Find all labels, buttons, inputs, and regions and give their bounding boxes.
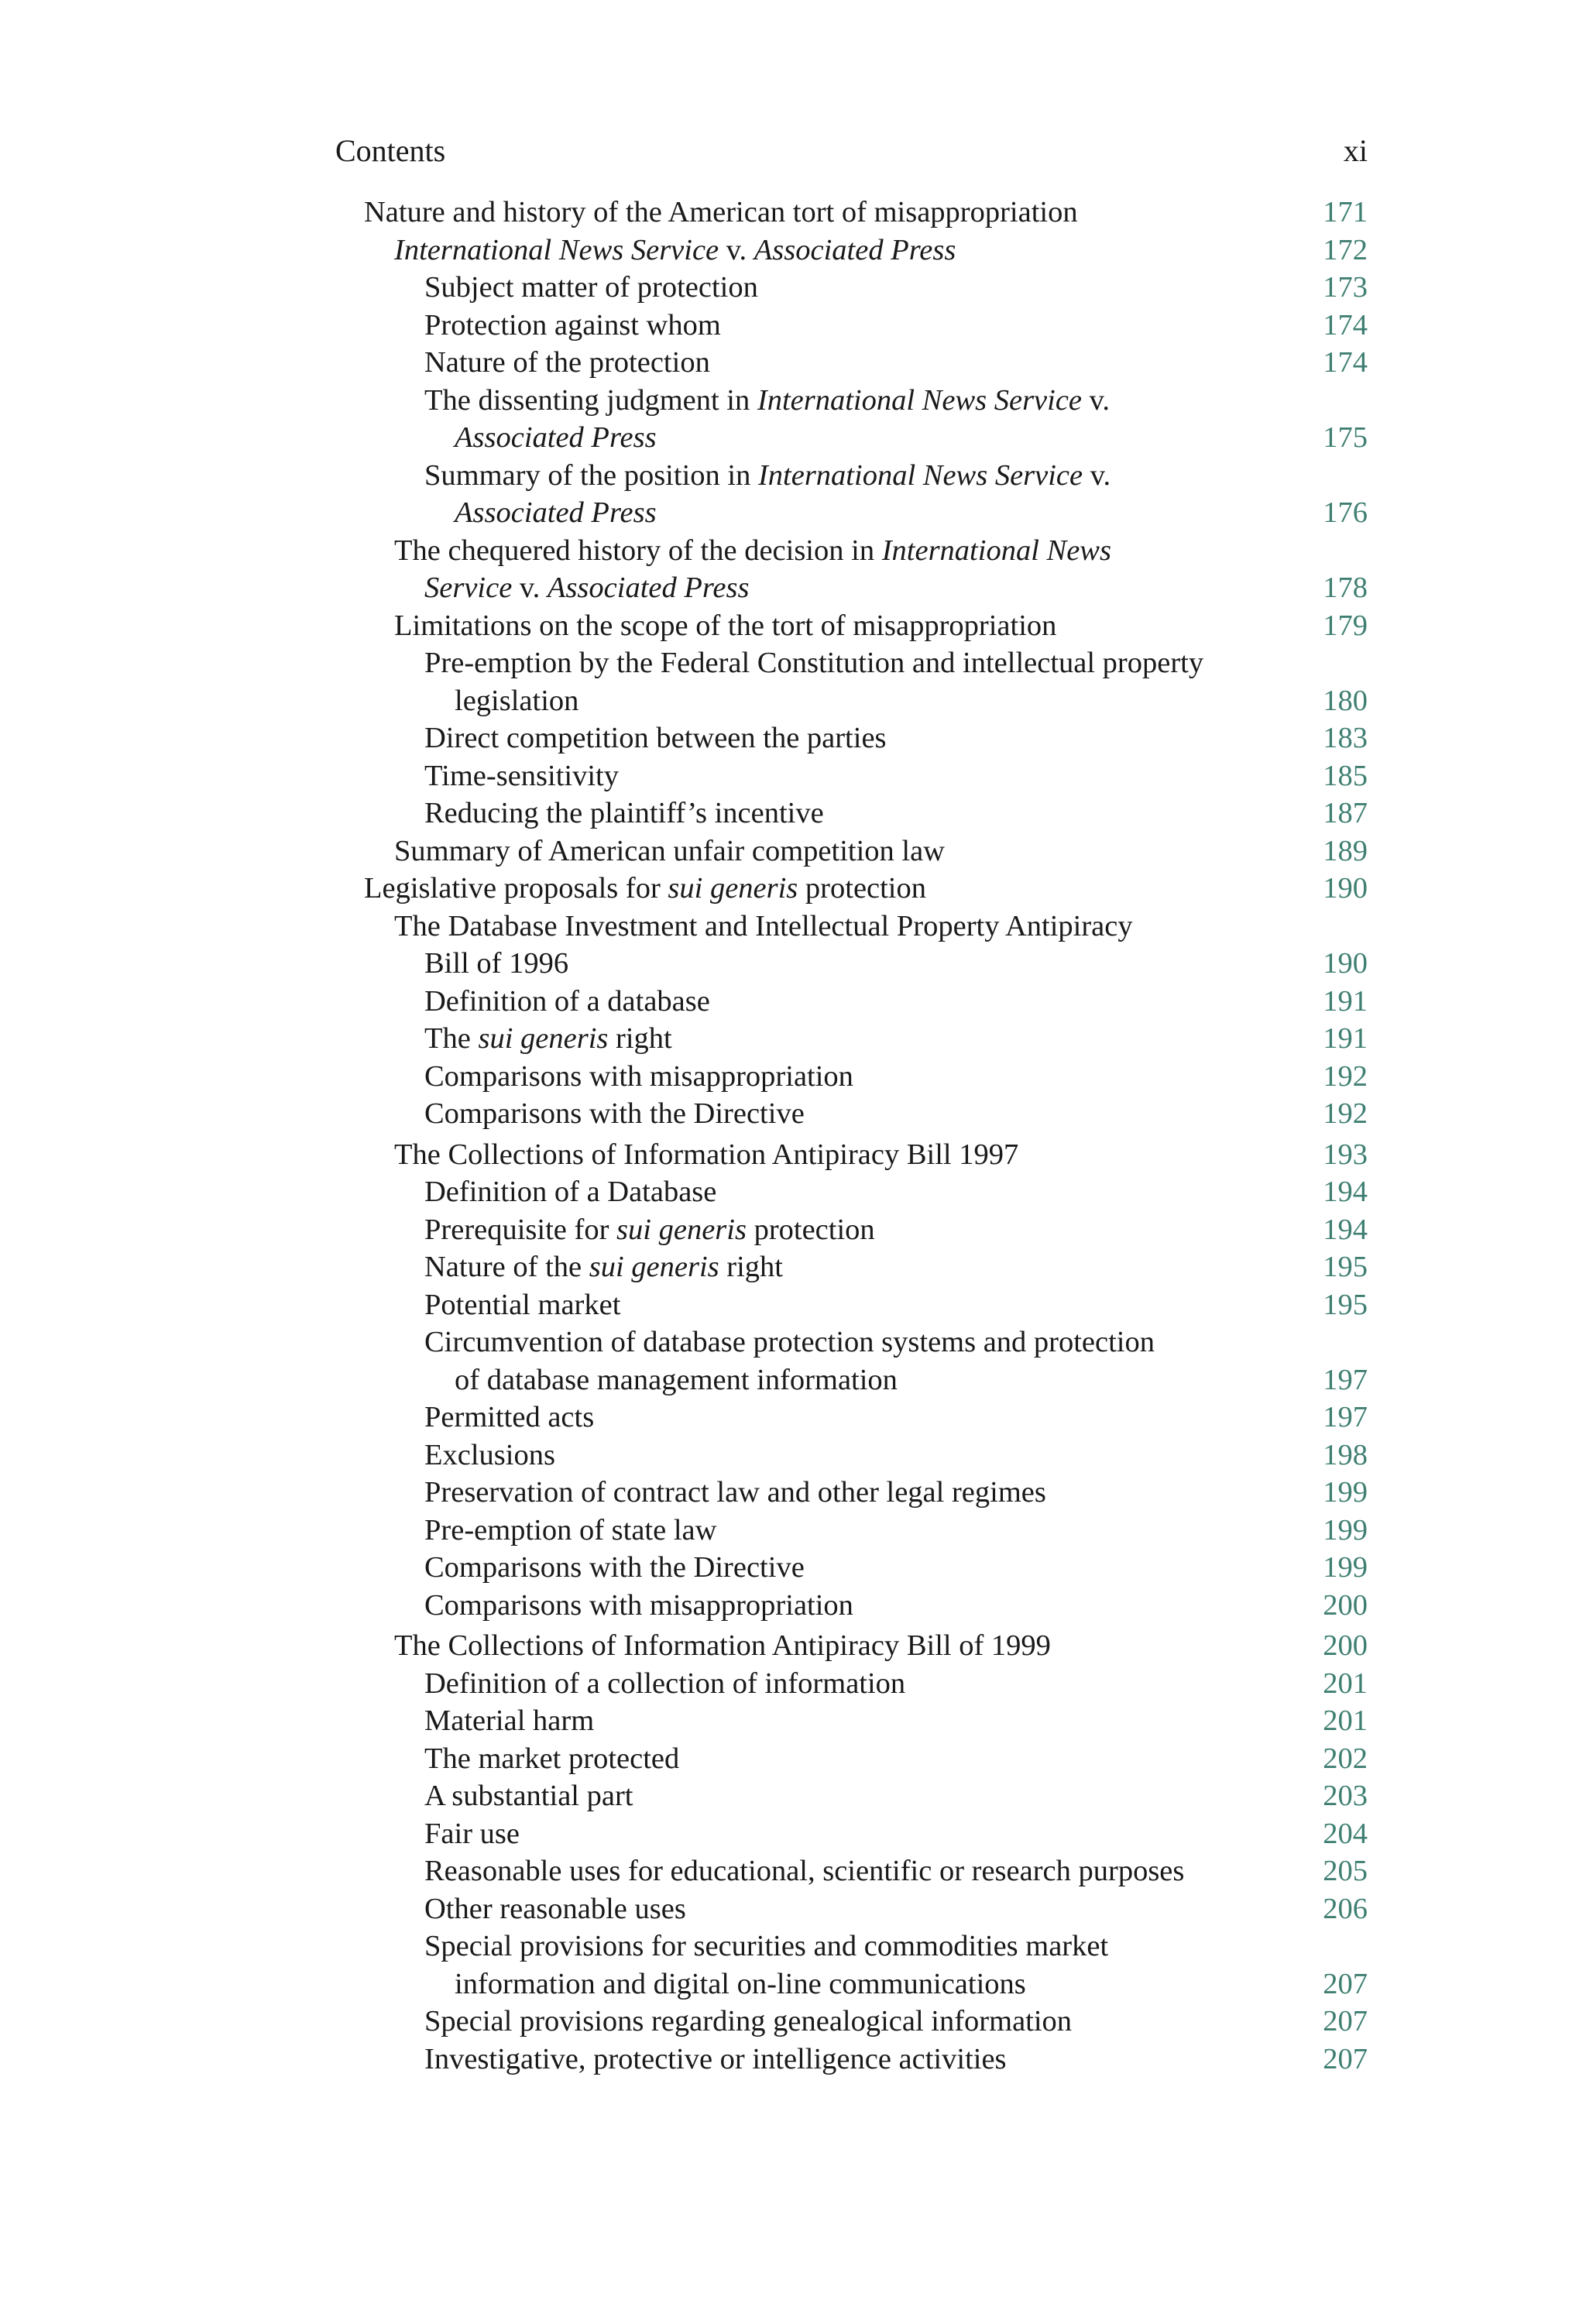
toc-entry <box>394 232 1368 269</box>
toc-entry-page-number: 189 <box>1323 834 1368 867</box>
toc-entry-page-number: 202 <box>1323 1742 1368 1775</box>
toc-entry-text: Nature of the <box>424 1251 589 1283</box>
toc-entry-title <box>424 644 1275 682</box>
toc-entry-title <box>424 269 1275 307</box>
toc-entry <box>424 2041 1368 2079</box>
toc-entry-text: Reducing the plaintiff’s incentive <box>424 797 824 829</box>
toc-entry-text: of database management information <box>455 1363 898 1396</box>
toc-entry <box>424 1665 1368 1703</box>
toc-entry-title <box>424 1058 1275 1096</box>
toc-entry-text: Investigative, protective or intelligence activities <box>424 2042 1007 2075</box>
toc-entry-page-number: 183 <box>1323 722 1368 754</box>
toc-entry-page-number: 201 <box>1323 1667 1368 1700</box>
toc-entry-text: v. <box>1082 383 1111 417</box>
toc-entry-page-number: 200 <box>1323 1588 1368 1622</box>
toc-entry-text: Direct competition between the parties <box>424 722 887 754</box>
toc-entry-title <box>424 494 1275 532</box>
toc-entry-title <box>424 1815 1275 1853</box>
toc-entry <box>424 1095 1368 1133</box>
toc-entry <box>424 1323 1368 1399</box>
toc-entry-page-number: 194 <box>1323 1213 1368 1246</box>
toc-entry-italic-text: sui generis <box>616 1213 747 1246</box>
toc-entry <box>424 644 1368 719</box>
toc-entry-title <box>424 1965 1275 2003</box>
toc-entry <box>424 757 1368 795</box>
toc-entry-text: The dissenting judgment in <box>424 383 757 417</box>
toc-entry-text: The Collections of Information Antipiracy Bill 1997 <box>394 1138 1019 1171</box>
toc-entry <box>424 1286 1368 1324</box>
toc-entry-text: Summary of the position in <box>424 458 758 492</box>
toc-entry-text: Protection against whom <box>424 308 721 342</box>
toc-entry <box>424 344 1368 382</box>
toc-entry-page-number: 174 <box>1323 346 1368 379</box>
toc-entry-text: protection <box>746 1213 875 1246</box>
toc-entry <box>424 2003 1368 2041</box>
toc-entry-text: The Collections of Information Antipiracy Bill of 1999 <box>394 1629 1051 1662</box>
toc-entry <box>424 1248 1368 1286</box>
toc-entry-title <box>424 382 1275 420</box>
toc-entry-title <box>424 1740 1275 1778</box>
toc-entry-text: Comparisons with misappropriation <box>424 1059 853 1093</box>
toc-entry-title <box>364 194 1275 232</box>
toc-entry-italic-text: International News <box>881 534 1111 567</box>
toc-entry-title <box>424 1852 1275 1890</box>
toc-entry <box>424 1702 1368 1740</box>
toc-entry-text: Nature and history of the American tort of misappropriation <box>364 196 1078 228</box>
toc-entry <box>364 194 1368 232</box>
toc-entry-page-number: 187 <box>1323 797 1368 829</box>
toc-entry-page-number: 194 <box>1323 1176 1368 1208</box>
toc-entry-title <box>424 1286 1275 1324</box>
toc-entry-page-number: 190 <box>1323 872 1368 905</box>
toc-entry-page-number: 180 <box>1323 684 1368 717</box>
toc-entry-title <box>424 1474 1275 1512</box>
toc-entry <box>424 1474 1368 1512</box>
toc-entry-title <box>424 983 1275 1021</box>
toc-entry-text: Circumvention of database protection systems and protection <box>424 1326 1155 1358</box>
toc-entry-text: Summary of American unfair competition law <box>394 834 945 867</box>
toc-entry <box>424 1399 1368 1437</box>
toc-entry <box>424 269 1368 307</box>
toc-entry <box>424 1437 1368 1474</box>
toc-entry <box>394 532 1368 607</box>
toc-entry-title <box>424 1211 1275 1249</box>
toc-entry-title <box>424 1665 1275 1703</box>
table-of-contents <box>335 194 1368 2078</box>
toc-entry-text: Definition of a database <box>424 984 710 1018</box>
toc-entry-text: Fair use <box>424 1817 520 1850</box>
toc-entry <box>424 1549 1368 1587</box>
toc-entry <box>424 1020 1368 1058</box>
toc-entry-text: v. <box>719 233 754 266</box>
toc-entry-text: Nature of the protection <box>424 346 710 379</box>
toc-entry-text: information and digital on-line communications <box>455 1967 1026 2000</box>
toc-entry-page-number: 206 <box>1323 1892 1368 1925</box>
toc-entry-title <box>424 682 1275 720</box>
toc-entry-page-number: 207 <box>1323 2042 1368 2075</box>
toc-entry-italic-text: International News Service <box>757 458 1083 492</box>
toc-entry-title <box>394 908 1275 946</box>
toc-entry-title <box>424 719 1275 757</box>
toc-entry-text: Comparisons with the Directive <box>424 1097 805 1130</box>
toc-entry-page-number: 175 <box>1323 421 1368 454</box>
toc-entry-text: The market protected <box>424 1742 680 1775</box>
running-head-title: Contents <box>335 133 446 168</box>
toc-entry-page-number: 192 <box>1323 1059 1368 1093</box>
toc-entry <box>424 945 1368 983</box>
toc-entry-title <box>424 1890 1275 1928</box>
toc-entry <box>394 908 1368 946</box>
toc-entry-text: Pre-emption by the Federal Constitution and intellectual property <box>424 647 1204 679</box>
toc-entry-text: Exclusions <box>424 1438 555 1471</box>
toc-entry-text: Potential market <box>424 1288 621 1321</box>
toc-page <box>335 124 1368 2078</box>
toc-entry-text: Time-sensitivity <box>424 759 620 792</box>
toc-entry-title <box>394 1627 1275 1665</box>
toc-entry-title <box>424 757 1275 795</box>
toc-entry-text: Material harm <box>424 1704 595 1737</box>
toc-entry-text: Bill of 1996 <box>424 947 569 980</box>
toc-entry-page-number: 205 <box>1323 1855 1368 1887</box>
toc-entry-text: The <box>424 1022 479 1055</box>
toc-entry <box>424 382 1368 457</box>
toc-entry-text: Comparisons with the Directive <box>424 1551 805 1584</box>
toc-entry <box>424 457 1368 532</box>
toc-entry-text: Special provisions for securities and commodities market <box>424 1930 1109 1962</box>
toc-entry-text: Limitations on the scope of the tort of misappropriation <box>394 609 1057 642</box>
toc-entry-title <box>394 532 1275 570</box>
toc-entry-italic-text: sui generis <box>668 872 798 905</box>
toc-entry <box>424 983 1368 1021</box>
toc-entry-page-number: 199 <box>1323 1551 1368 1584</box>
toc-entry-italic-text: International News Service <box>394 233 719 266</box>
toc-entry-page-number: 195 <box>1323 1288 1368 1321</box>
toc-entry-title <box>424 344 1275 382</box>
toc-entry <box>424 1815 1368 1853</box>
toc-entry <box>424 1058 1368 1096</box>
page-number: xi <box>1343 133 1368 168</box>
toc-entry-title <box>424 2041 1275 2079</box>
toc-entry-page-number: 200 <box>1323 1629 1368 1662</box>
toc-entry-text: Reasonable uses for educational, scientific or research purposes <box>424 1855 1185 1887</box>
toc-entry-text: right <box>608 1022 672 1055</box>
toc-entry-text: The chequered history of the decision in <box>394 534 882 567</box>
toc-entry <box>424 1211 1368 1249</box>
toc-entry <box>394 607 1368 645</box>
toc-entry-title <box>394 832 1275 870</box>
toc-entry-page-number: 201 <box>1323 1704 1368 1737</box>
toc-entry-page-number: 198 <box>1323 1438 1368 1471</box>
toc-entry-page-number: 195 <box>1323 1251 1368 1283</box>
toc-entry-text: Preservation of contract law and other legal regimes <box>424 1476 1046 1509</box>
toc-entry-title <box>424 1095 1275 1133</box>
toc-entry-text: The Database Investment and Intellectual Property Antipiracy <box>394 909 1133 942</box>
toc-entry-page-number: 178 <box>1323 572 1368 604</box>
toc-entry <box>424 1852 1368 1890</box>
toc-entry-text: Comparisons with misappropriation <box>424 1588 853 1622</box>
toc-entry-title <box>424 2003 1275 2041</box>
toc-entry-page-number: 207 <box>1323 1967 1368 2000</box>
toc-entry-title <box>424 1512 1275 1550</box>
toc-entry-page-number: 199 <box>1323 1513 1368 1546</box>
toc-entry-page-number: 171 <box>1323 196 1368 228</box>
toc-entry-title <box>424 1587 1275 1625</box>
toc-entry-page-number: 204 <box>1323 1817 1368 1850</box>
toc-entry <box>424 1512 1368 1550</box>
toc-entry-page-number: 197 <box>1323 1401 1368 1433</box>
toc-entry-title <box>424 1549 1275 1587</box>
toc-entry-italic-text: Associated Press <box>455 421 657 454</box>
toc-entry-page-number: 191 <box>1323 1022 1368 1055</box>
toc-entry-text: Other reasonable uses <box>424 1892 686 1925</box>
toc-entry-italic-text: sui generis <box>589 1251 719 1283</box>
toc-entry <box>424 1173 1368 1211</box>
toc-entry-text: v. <box>512 572 548 604</box>
toc-entry-text: Legislative proposals for <box>364 872 668 905</box>
toc-entry-italic-text: International News Service <box>757 383 1083 417</box>
toc-entry-page-number: 207 <box>1323 2005 1368 2037</box>
toc-entry-italic-text: Associated Press <box>455 496 657 529</box>
toc-entry-page-number: 179 <box>1323 609 1368 642</box>
toc-entry-title <box>424 1702 1275 1740</box>
toc-entry-title <box>424 1248 1275 1286</box>
toc-entry-text: v. <box>1083 458 1111 492</box>
toc-entry-italic-text: Associated Press <box>547 572 750 604</box>
toc-entry <box>424 795 1368 832</box>
toc-entry-title <box>424 1399 1275 1437</box>
toc-entry-page-number: 176 <box>1323 496 1368 529</box>
toc-entry-page-number: 197 <box>1323 1363 1368 1396</box>
toc-entry-page-number: 203 <box>1323 1780 1368 1812</box>
toc-entry <box>364 870 1368 908</box>
toc-entry <box>424 719 1368 757</box>
toc-entry-text: Subject matter of protection <box>424 271 758 304</box>
toc-entry-title <box>424 307 1275 345</box>
toc-entry-page-number: 174 <box>1323 308 1368 342</box>
toc-entry <box>424 1890 1368 1928</box>
toc-entry-title <box>424 1323 1275 1361</box>
toc-entry-italic-text: sui generis <box>478 1022 609 1055</box>
toc-entry-title <box>394 1136 1275 1174</box>
toc-entry <box>424 307 1368 345</box>
toc-entry-title <box>424 1437 1275 1474</box>
toc-entry-title <box>424 1173 1275 1211</box>
toc-entry-title <box>394 607 1275 645</box>
toc-entry-title <box>424 1777 1275 1815</box>
toc-entry-italic-text: Service <box>424 572 513 604</box>
toc-entry-page-number: 191 <box>1323 984 1368 1018</box>
toc-entry-title <box>424 1928 1275 1965</box>
toc-entry-page-number: 185 <box>1323 759 1368 792</box>
toc-entry-title <box>424 945 1275 983</box>
toc-entry-page-number: 173 <box>1323 271 1368 304</box>
toc-entry-page-number: 190 <box>1323 947 1368 980</box>
toc-entry-text: protection <box>798 872 927 905</box>
toc-entry-text: Prerequisite for <box>424 1213 617 1246</box>
toc-entry-text: A substantial part <box>424 1780 633 1812</box>
toc-entry-title <box>424 419 1275 457</box>
toc-entry-text: Definition of a collection of information <box>424 1667 906 1700</box>
running-head <box>335 124 1368 178</box>
toc-entry <box>394 1136 1368 1174</box>
toc-entry-title <box>424 795 1275 832</box>
toc-entry-text: Permitted acts <box>424 1401 595 1433</box>
toc-entry <box>394 1627 1368 1665</box>
toc-entry <box>424 1928 1368 2003</box>
toc-entry-title <box>364 870 1275 908</box>
toc-entry <box>424 1777 1368 1815</box>
toc-entry-title <box>424 1361 1275 1399</box>
toc-entry <box>424 1740 1368 1778</box>
toc-entry-page-number: 192 <box>1323 1097 1368 1130</box>
toc-entry <box>424 1587 1368 1625</box>
toc-entry-page-number: 193 <box>1323 1138 1368 1171</box>
toc-entry-title <box>424 457 1275 495</box>
toc-entry <box>394 832 1368 870</box>
toc-entry-title <box>394 569 1275 607</box>
toc-entry-text: Pre-emption of state law <box>424 1513 717 1546</box>
toc-entry-title <box>394 232 1275 269</box>
toc-entry-text: Definition of a Database <box>424 1176 717 1208</box>
toc-entry-page-number: 172 <box>1323 233 1368 266</box>
toc-entry-page-number: 199 <box>1323 1476 1368 1509</box>
toc-entry-text: right <box>719 1251 783 1283</box>
toc-entry-text: legislation <box>455 684 579 717</box>
toc-entry-italic-text: Associated Press <box>754 233 956 266</box>
toc-entry-title <box>424 1020 1275 1058</box>
toc-entry-text: Special provisions regarding genealogical information <box>424 2005 1073 2037</box>
